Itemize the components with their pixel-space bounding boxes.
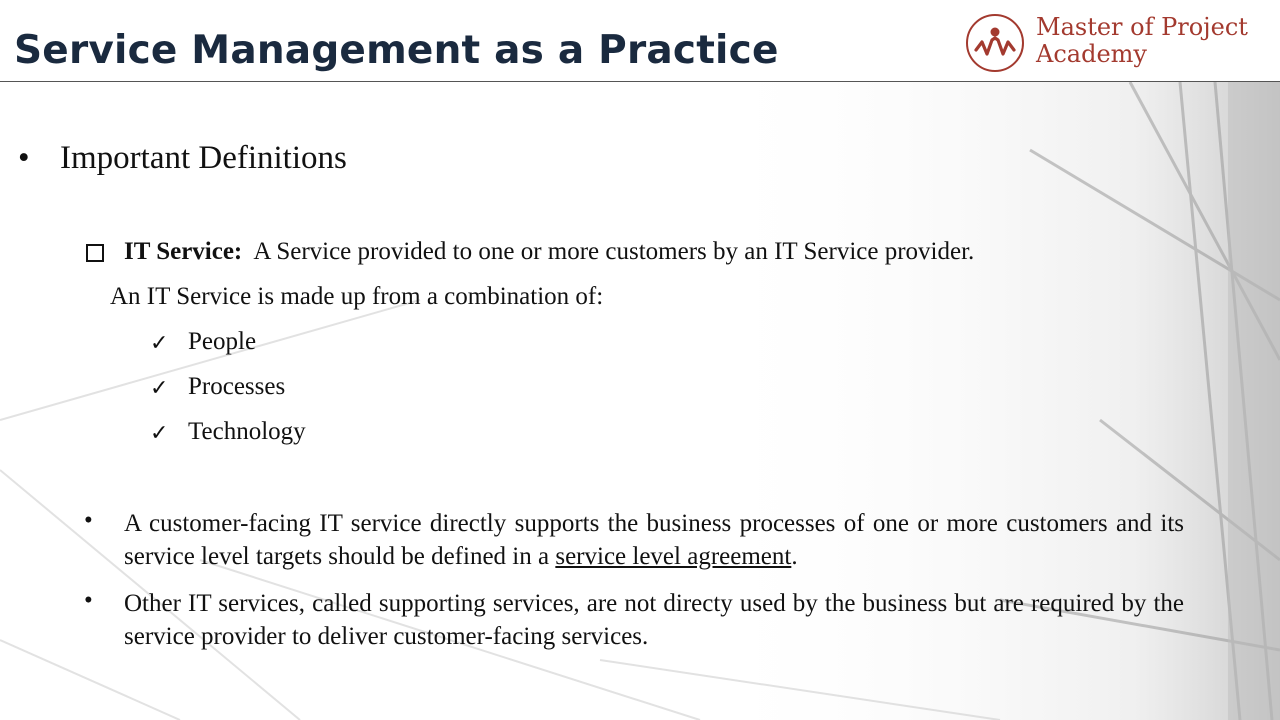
checkmark-icon: ✓ xyxy=(150,376,169,401)
point-1-end: . xyxy=(791,543,798,570)
list-item-technology: Technology xyxy=(188,418,306,445)
made-up-line: An IT Service is made up from a combination of: xyxy=(110,283,604,310)
point-1-text: A customer-facing IT service directly supports the business processes of one or more customers and its service level targets should be defined in a xyxy=(124,510,1184,570)
sla-link[interactable]: service level agreement xyxy=(555,543,792,570)
point-supporting-services xyxy=(124,587,1184,653)
checkbox-bullet-icon xyxy=(86,244,104,262)
list-item-people: People xyxy=(188,328,257,355)
point-bullet-icon: • xyxy=(84,587,93,614)
point-customer-facing xyxy=(124,507,1184,573)
definition-term: IT Service: xyxy=(124,238,243,265)
point-bullet-icon: • xyxy=(84,507,93,534)
list-item-processes: Processes xyxy=(188,373,286,400)
logo-line2: Academy xyxy=(1036,40,1147,68)
heading-bullet-icon: • xyxy=(18,140,30,176)
checkmark-icon: ✓ xyxy=(150,421,169,446)
slide-title: Service Management as a Practice xyxy=(14,28,779,73)
point-2-text: Other IT services, called supporting services, are not directy used by the business but are required by the service provider to deliver customer-facing services. xyxy=(124,590,1184,650)
section-heading: Important Definitions xyxy=(60,140,347,176)
definition-text: A Service provided to one or more customers by an IT Service provider. xyxy=(253,238,975,265)
checkmark-icon: ✓ xyxy=(150,331,169,356)
logo-line1: Master of Project xyxy=(1036,13,1248,41)
definition-line xyxy=(124,238,974,266)
